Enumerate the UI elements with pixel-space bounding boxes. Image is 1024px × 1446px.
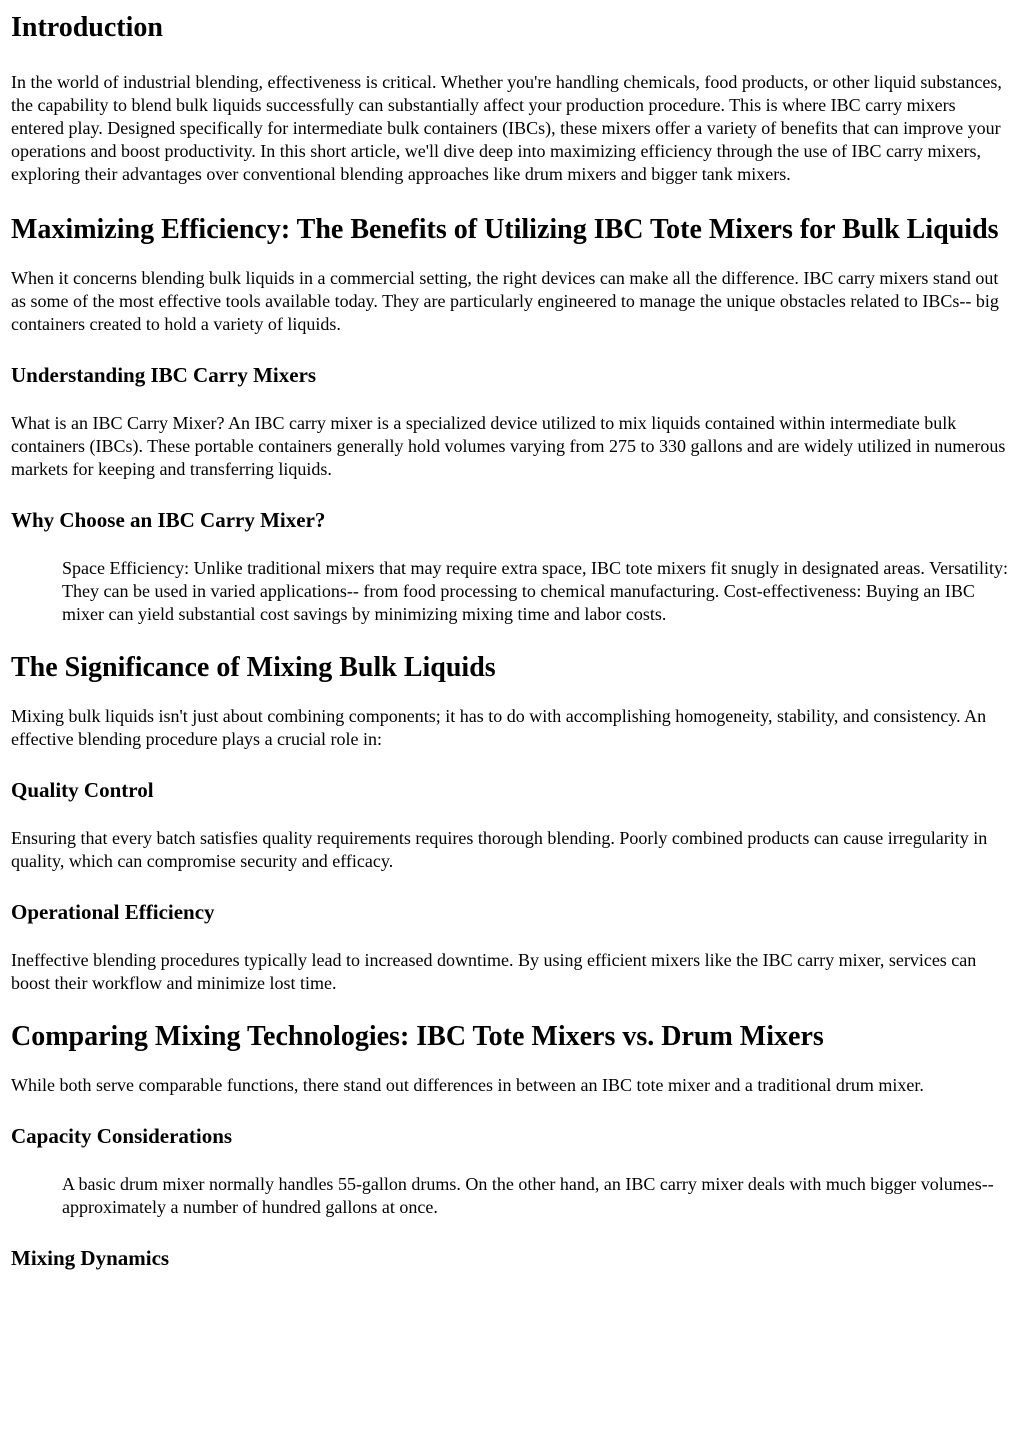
- heading-quality-control: Quality Control: [11, 778, 154, 802]
- paragraph-introduction: In the world of industrial blending, effectiveness is critical. Whether you're handling chemicals, food products, or other liquid substances, the capability to blend bulk liquids successfully can substantially affect your production procedure. This is where IBC carry mixers entered play. Designed specifically for intermediate bulk containers (IBCs), these mixers offer a variety of benefits that can improve your operations and boost productivity. In this short article, we'll dive deep into maximizing efficiency through the use of IBC carry mixers, exploring their advantages over conventional blending approaches like drum mixers and bigger tank mixers.: [11, 72, 1002, 184]
- paragraph-quality-control: Ensuring that every batch satisfies quality requirements requires thorough blending. Poorly combined products can cause irregularity in quality, which can compromise security and efficacy.: [11, 828, 988, 871]
- heading-significance: The Significance of Mixing Bulk Liquids: [11, 652, 496, 683]
- blockquote-why-choose: Space Efficiency: Unlike traditional mixers that may require extra space, IBC tote mixers fit snugly in designated areas. Versatility: They can be used in varied applications-- from food processing to chemical manufacturing. Cost-effectiveness: Buying an IBC mixer can yield substantial cost savings by minimizing mixing time and labor costs.: [62, 558, 1009, 624]
- paragraph-comparing-technologies: While both serve comparable functions, there stand out differences in between an IBC tote mixer and a traditional drum mixer.: [11, 1075, 924, 1095]
- heading-operational-efficiency: Operational Efficiency: [11, 900, 215, 924]
- paragraph-understanding-mixers: What is an IBC Carry Mixer? An IBC carry mixer is a specialized device utilized to mix liquids contained within intermediate bulk containers (IBCs). These portable containers generally hold volumes varying from 275 to 330 gallons and are widely utilized in numerous markets for keeping and transferring liquids.: [11, 413, 1006, 479]
- heading-introduction: Introduction: [11, 12, 163, 43]
- heading-capacity-considerations: Capacity Considerations: [11, 1124, 233, 1148]
- heading-mixing-dynamics: Mixing Dynamics: [11, 1246, 170, 1270]
- blockquote-capacity-considerations: A basic drum mixer normally handles 55-gallon drums. On the other hand, an IBC carry mixer deals with much bigger volumes-- approximately a number of hundred gallons at once.: [62, 1174, 994, 1217]
- heading-comparing-technologies: Comparing Mixing Technologies: IBC Tote Mixers vs. Drum Mixers: [11, 1021, 824, 1052]
- paragraph-significance: Mixing bulk liquids isn't just about combining components; it has to do with accomplishing homogeneity, stability, and consistency. An effective blending procedure plays a crucial role in:: [11, 706, 987, 749]
- paragraph-operational-efficiency: Ineffective blending procedures typically lead to increased downtime. By using efficient mixers like the IBC carry mixer, services can boost their workflow and minimize lost time.: [11, 950, 977, 993]
- heading-maximizing-efficiency: Maximizing Efficiency: The Benefits of Utilizing IBC Tote Mixers for Bulk Liquids: [11, 214, 999, 245]
- paragraph-maximizing-efficiency: When it concerns blending bulk liquids in a commercial setting, the right devices can make all the difference. IBC carry mixers stand out as some of the most effective tools available today. They are particularly engineered to manage the unique obstacles related to IBCs-- big containers created to hold a variety of liquids.: [11, 268, 999, 334]
- heading-why-choose: Why Choose an IBC Carry Mixer?: [11, 508, 326, 532]
- heading-understanding-mixers: Understanding IBC Carry Mixers: [11, 363, 317, 387]
